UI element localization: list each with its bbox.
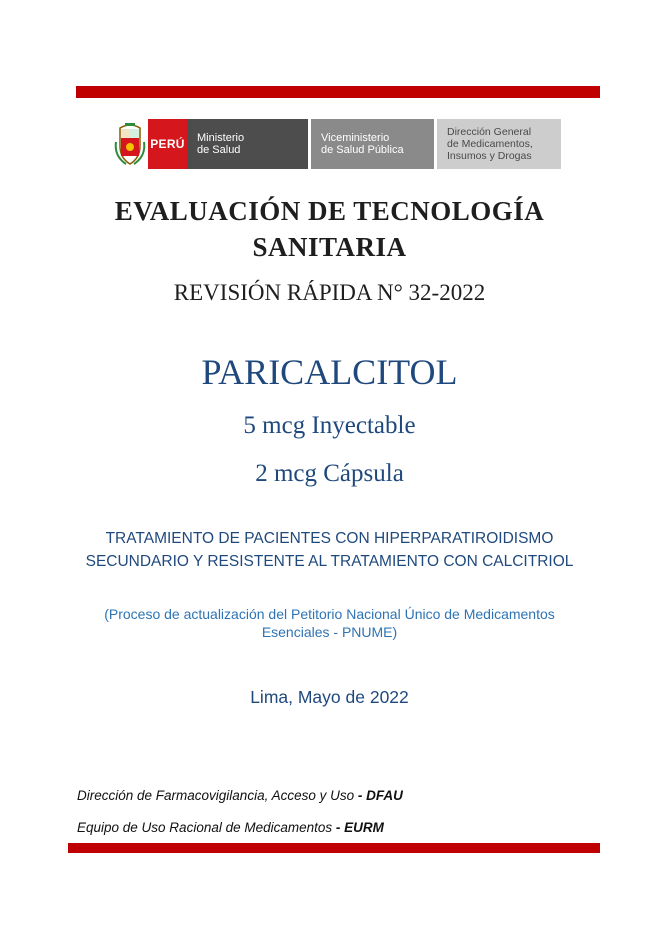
vice-line1: Viceministerio [321,132,390,144]
coat-of-arms-icon [112,119,148,169]
presentation-injectable: 5 mcg Inyectable [243,412,416,439]
digemid-block [437,119,561,169]
peru-label: PERÚ [148,119,187,169]
process-line1: (Proceso de actualización del Petitorio Nacional Único de Medicamentos [104,606,555,622]
document-title [0,193,659,265]
eurm-text: Equipo de Uso Racional de Medicamentos [77,820,333,835]
place-date: Lima, Mayo de 2022 [250,687,409,707]
vice-line2: de Salud Pública [321,144,404,156]
top-red-bar [76,86,600,98]
digemid-line2: de Medicamentos, [447,138,533,150]
digemid-line1: Dirección General [447,126,532,138]
bottom-red-bar [68,843,600,853]
treatment-line1: TRATAMIENTO DE PACIENTES CON HIPERPARATIROIDISMO [105,530,554,547]
process-line2: Esenciales - PNUME) [261,624,398,640]
presentation-capsule: 2 mcg Cápsula [255,460,404,487]
eurm-abbr: - EURM [335,820,384,835]
title-line1: EVALUACIÓN DE TECNOLOGÍA [114,196,545,226]
revision-number: REVISIÓN RÁPIDA N° 32-2022 [173,280,486,305]
ministry-line2: de Salud [197,144,241,156]
drug-name: PARICALCITOL [201,352,458,392]
dfau-text: Dirección de Farmacovigilancia, Acceso y Uso [77,788,355,803]
ministry-line1: Ministerio [197,132,245,144]
institutional-header [112,119,561,169]
footer-eurm [77,820,384,835]
title-line2: SANITARIA [252,232,407,262]
digemid-line3: Insumos y Drogas [447,150,532,162]
treatment-indication [0,527,659,573]
viceministry-block [311,119,434,169]
footer-dfau [77,788,403,803]
process-note [0,605,659,641]
treatment-line2: SECUNDARIO Y RESISTENTE AL TRATAMIENTO CON CALCITRIOL [85,553,574,570]
ministry-block [187,119,308,169]
dfau-abbr: - DFAU [357,788,403,803]
